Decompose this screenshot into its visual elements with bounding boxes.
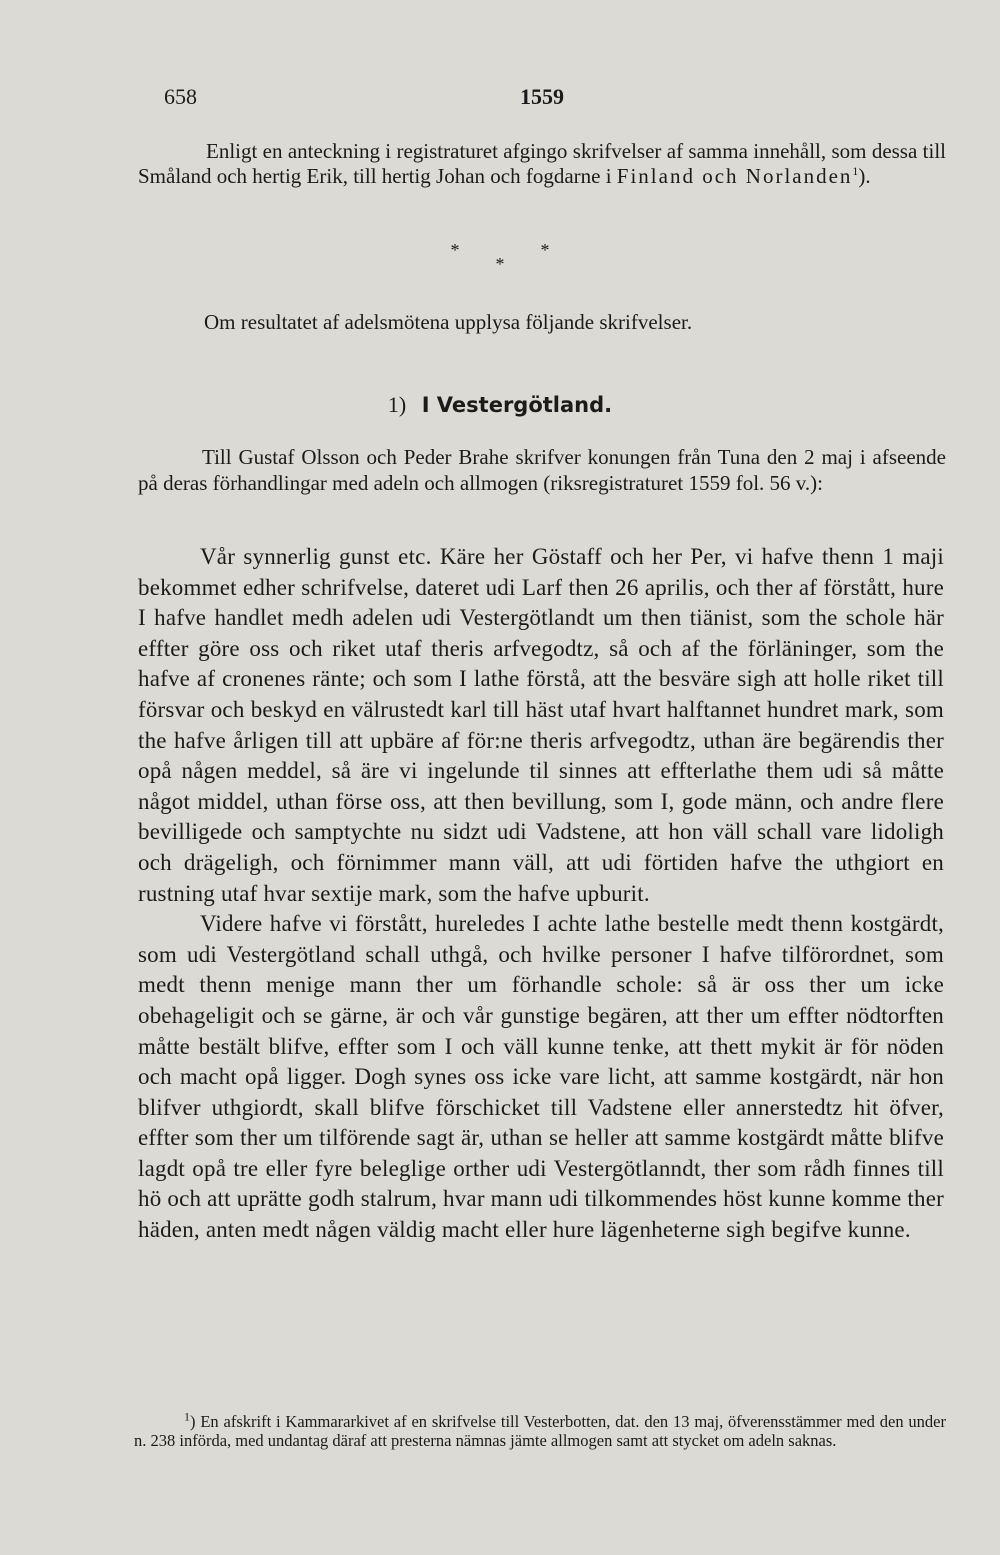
intro-text: Enligt en anteckning i registraturet afgingo skrifvelser af samma innehåll, som dessa till Småland och hertig Erik, till hertig Johan och fogdarne i <box>138 139 946 188</box>
letter-paragraph: Videre hafve vi förstått, hureledes I achte lathe bestelle medt thenn kostgärdt, som udi Vestergötland schall uthgå, och hvilke personer I hafve tilförordnet, som medt thenn menige mann ther um förhandle schole: så är oss ther um icke obehageligit och se gärne, är och vår gunstige begären, att ther um effter nödtorften måtte bestält blifve, effter som I och väll kunne tenke, att thett mykit är för nöden och macht opå ligger. Dogh synes oss icke vare licht, att samme kostgärdt, när hon blifver uthgiordt, skall blifve förschicket till Vadstene eller annerstedtz hit öfver, effter som ther um tilförende sagt är, uthan se heller att samme kostgärdt måtte blifve lagdt opå tre eller fyre beleglige orther udi Vestergötlanndt, ther som rådh finnes till hö och att uprätte godh stalrum, hvar mann udi tilkommendes höst kunne komme ther häden, anten medt någen väldig macht eller hure lägenheterne sigh begifve kunne. <box>138 911 944 1243</box>
footnote-reference: 1 <box>852 164 859 178</box>
footnote-text: ) En afskrift i Kammararkivet af en skrifvelse till Vesterbotten, dat. den 13 maj, öfverensstämmer med den under n. 238 införda, med undantag däraf att presterna nämnas jämte allmogen samt att stycket om adeln saknas. <box>134 1412 946 1450</box>
asterisk: * <box>495 254 505 274</box>
intro-spaced-text: Finland och Norlanden <box>616 164 853 188</box>
footnote <box>134 1409 946 1450</box>
intro-paragraph <box>138 139 946 189</box>
asterisk: * <box>450 240 460 260</box>
running-title-year: 1559 <box>520 84 564 109</box>
resultat-paragraph: Om resultatet af adelsmötena upplysa följande skrifvelser. <box>204 310 693 334</box>
section-divider <box>0 240 1000 274</box>
letter-text <box>138 542 944 1246</box>
footnotes <box>134 1409 946 1450</box>
page-number: 658 <box>164 84 197 109</box>
intro-text-end: ). <box>858 164 871 188</box>
section-number: 1) <box>387 392 407 417</box>
section-heading <box>0 392 1000 418</box>
letter-paragraph: Vår synnerlig gunst etc. Käre her Göstaff och her Per, vi hafve thenn 1 maji bekommet edher schrifvelse, dateret udi Larf then 26 aprilis, och ther af förstått, hure I hafve handlet medh adelen udi Vestergötlandt um then tiänist, som the schole här effter göre oss och riket utaf theris arfvegodtz, så och af the förläninger, som the hafve af cronenes ränte; och som I lathe förstå, att the besväre sigh att holle riket till försvar och beskyd en välrustedt karl till häst utaf hvart halftannet hundret mark, som the hafve årligen till att upbäre af för:ne theris arfvegodtz, uthan äre begärendis ther opå någen meddel, så äre vi ingelunde til sinnes att effterlathe them udi så måtte något middel, uthan förse oss, att then bevillung, som I, gode männ, och andre flere bevilligede och samptychte nu sidzt udi Vadstene, att hon väll schall vare lidoligh och drägeligh, och förnimmer mann väll, att udi förtiden hafve the uthgiort en rustning utaf hvar sextije mark, som the hafve upburit. <box>138 544 944 906</box>
footnote-mark: 1 <box>184 1409 190 1424</box>
section-title: I Vestergötland. <box>421 393 613 417</box>
introductory-note: Till Gustaf Olsson och Peder Brahe skrifver konungen från Tuna den 2 maj i afseende på deras förhandlingar med adeln och allmogen (riksregistraturet 1559 fol. 56 v.): <box>138 445 946 495</box>
asterisk: * <box>540 240 550 260</box>
page-header <box>0 84 1000 124</box>
